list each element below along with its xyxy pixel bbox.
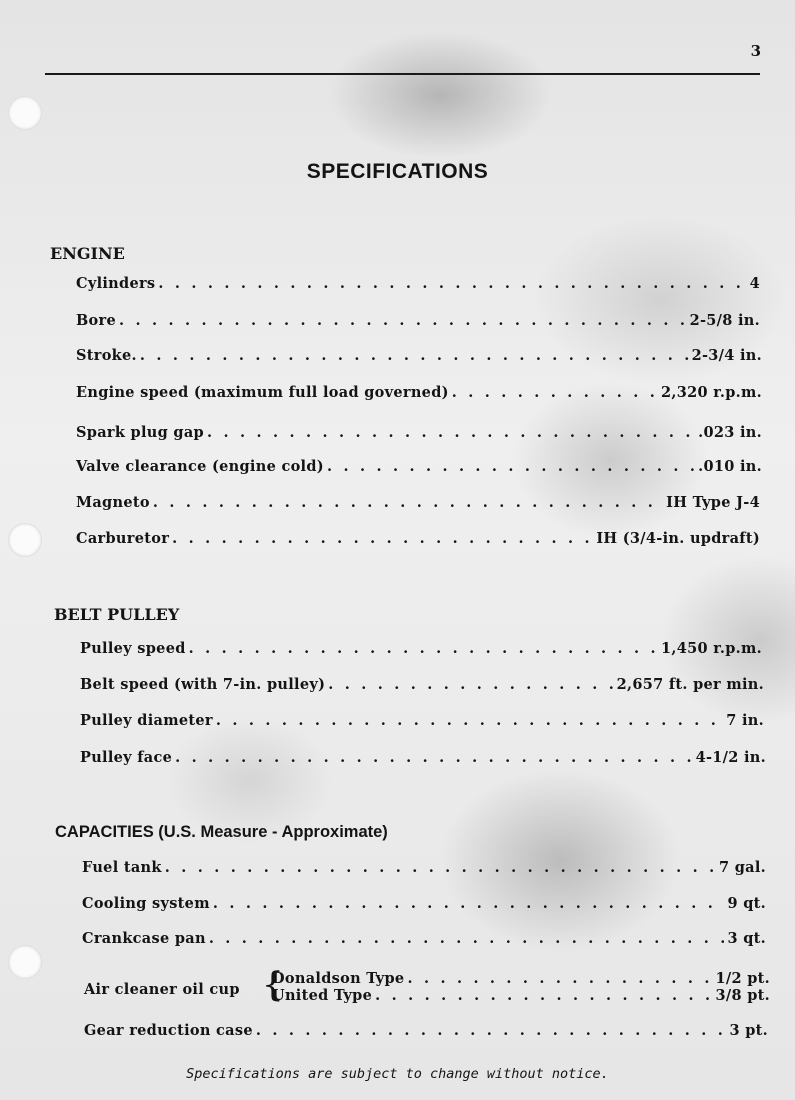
page-title: SPECIFICATIONS [306, 160, 489, 183]
spec-label: Bore [76, 312, 116, 329]
spec-row-crankcase-pan [82, 930, 766, 947]
spec-label: Fuel tank [82, 859, 162, 876]
spec-label: Cooling system [82, 895, 210, 912]
spec-label: Pulley face [80, 749, 173, 766]
spec-value: 7 gal. [718, 859, 766, 876]
spec-value: 1/2 pt. [715, 970, 770, 987]
dot-leader [207, 424, 695, 441]
spec-label: Gear reduction case [84, 1022, 253, 1039]
spec-value: 3 qt. [727, 930, 766, 947]
spec-value: 3 pt. [729, 1022, 768, 1039]
spec-value: 7 in. [726, 712, 764, 729]
spec-value: 9 qt. [727, 895, 766, 912]
section-heading-belt-pulley: BELT PULLEY [54, 605, 180, 624]
spec-row-bore [76, 312, 760, 329]
spec-value: 2,320 r.p.m. [661, 384, 762, 401]
dot-leader [189, 640, 658, 657]
spec-row-air-cleaner [84, 965, 770, 1010]
section-heading-engine: ENGINE [50, 244, 125, 263]
spec-value: IH Type J-4 [666, 494, 760, 511]
dot-leader [328, 676, 613, 693]
dot-leader [158, 275, 746, 292]
dot-leader [153, 494, 663, 511]
spec-row-belt-speed [80, 676, 764, 693]
spec-label: United Type [272, 987, 373, 1004]
spec-label: Engine speed (maximum full load governed) [76, 384, 449, 401]
spec-label: Donaldson Type [272, 970, 405, 987]
spec-value: .010 in. [698, 458, 762, 475]
dot-leader [216, 712, 723, 729]
spec-row-gear-reduction-case [84, 1022, 768, 1039]
dot-leader [407, 970, 712, 987]
punch-hole [8, 96, 42, 130]
spec-label: Valve clearance (engine cold) [76, 458, 324, 475]
spec-value: 3/8 pt. [715, 987, 770, 1004]
spec-label: Air cleaner oil cup [84, 981, 240, 998]
punch-hole [8, 945, 42, 979]
air-cleaner-option-donaldson [272, 970, 770, 987]
spec-row-valve-clearance [76, 458, 762, 475]
spec-row-engine-speed [76, 384, 762, 401]
dot-leader [327, 458, 695, 475]
spec-row-cylinders [76, 275, 760, 292]
spec-value: .023 in. [698, 424, 762, 441]
spec-row-stroke [76, 347, 762, 364]
air-cleaner-option-united [272, 987, 770, 1004]
spec-label: Pulley speed [80, 640, 186, 657]
spec-row-carburetor [76, 530, 760, 547]
dot-leader [165, 859, 716, 876]
spec-value: 2-3/4 in. [691, 347, 762, 364]
dot-leader [119, 312, 687, 329]
header-rule [45, 73, 760, 75]
spec-row-fuel-tank [82, 859, 766, 876]
dot-leader [172, 530, 593, 547]
footer-note: Specifications are subject to change without notice. [186, 1066, 609, 1082]
dot-leader [175, 749, 692, 766]
spec-label: Belt speed (with 7-in. pulley) [80, 676, 326, 693]
dot-leader [140, 347, 689, 364]
dot-leader [375, 987, 712, 1004]
spec-label: Pulley diameter [80, 712, 213, 729]
page-number: 3 [750, 42, 761, 60]
spec-value: 2,657 ft. per min. [616, 676, 764, 693]
dot-leader [213, 895, 725, 912]
spec-row-spark-plug-gap [76, 424, 762, 441]
section-heading-capacities: CAPACITIES (U.S. Measure - Approximate) [55, 823, 388, 841]
spec-label: Stroke. [76, 347, 137, 364]
spec-value: 1,450 r.p.m. [661, 640, 762, 657]
spec-row-pulley-face [80, 749, 766, 766]
spec-value: 2-5/8 in. [689, 312, 760, 329]
spec-label: Carburetor [76, 530, 170, 547]
spec-value: 4-1/2 in. [695, 749, 766, 766]
spec-label: Crankcase pan [82, 930, 206, 947]
spec-label: Magneto [76, 494, 150, 511]
spec-row-pulley-diameter [80, 712, 764, 729]
dot-leader [452, 384, 658, 401]
dot-leader [209, 930, 725, 947]
punch-hole [8, 523, 42, 557]
spec-row-pulley-speed [80, 640, 762, 657]
spec-value: 4 [749, 275, 760, 292]
spec-row-magneto [76, 494, 760, 511]
spec-label: Cylinders [76, 275, 156, 292]
brace-symbol: { [262, 965, 284, 1005]
spec-value: IH (3/4-in. updraft) [596, 530, 760, 547]
spec-row-cooling-system [82, 895, 766, 912]
dot-leader [256, 1022, 727, 1039]
spec-label: Spark plug gap [76, 424, 204, 441]
